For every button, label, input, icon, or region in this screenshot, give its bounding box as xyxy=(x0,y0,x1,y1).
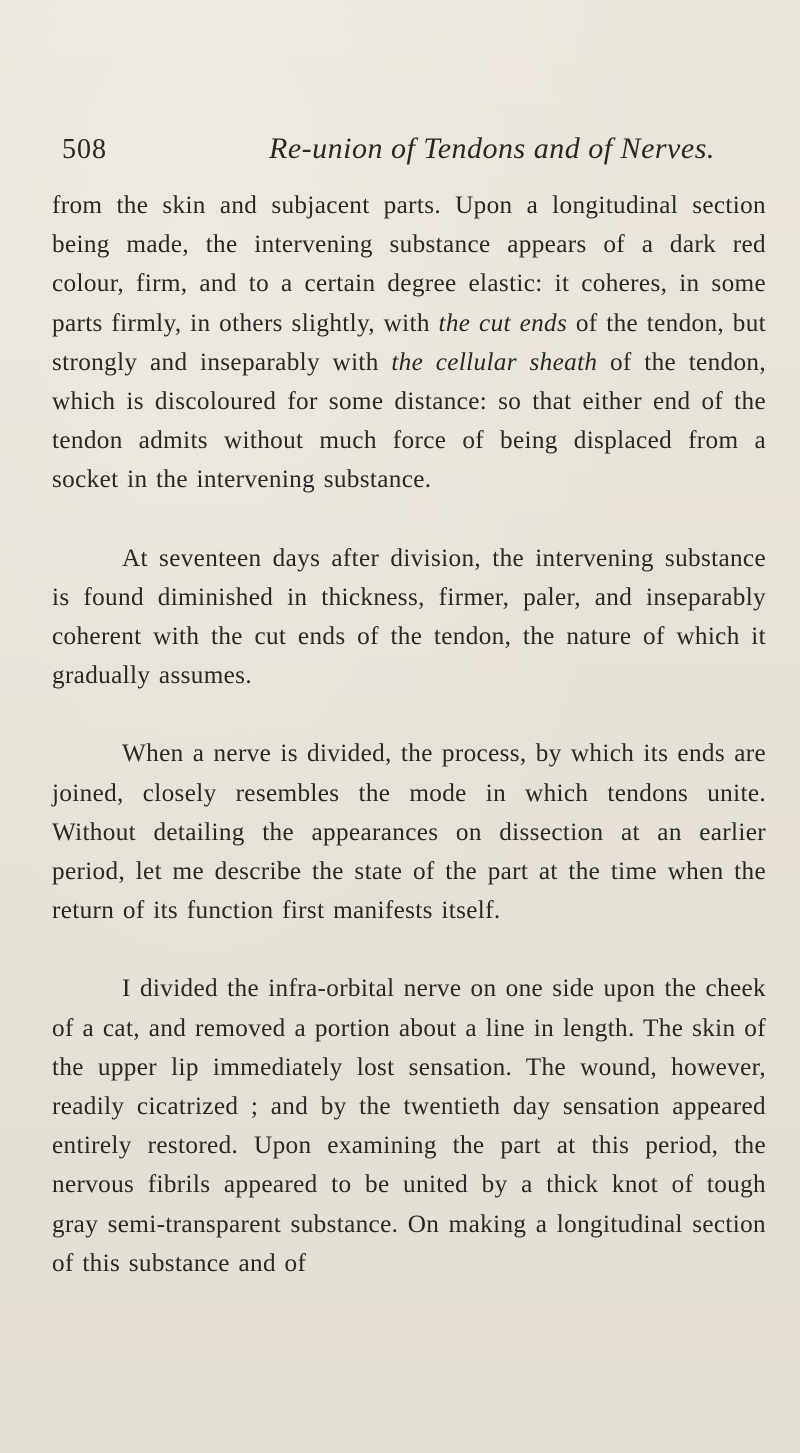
paragraph-1-text-a: from the skin and subjacent parts. Upon a longitudinal section being made, the intervening substance appears of a dark red colour, firm, and to a certain degree elastic: it coheres, in some parts firmly, in others slightly, with xyxy=(52,192,766,337)
running-title: Re-union of Tendons and of Nerves. xyxy=(269,132,715,165)
paragraph-1-text-b: of the tendon, but strongly and inseparably with xyxy=(52,309,766,376)
body-text xyxy=(52,186,766,1283)
paragraph-1 xyxy=(52,186,766,500)
italic-cut-ends: the cut ends xyxy=(438,309,568,337)
italic-cellular-sheath: the cellular sheath xyxy=(391,348,598,376)
page-number: 508 xyxy=(62,134,107,165)
paragraph-2: At seventeen days after division, the intervening substance is found diminished in thickness, firmer, paler, and inseparably coherent with the cut ends of the tendon, the nature of which it gradually assumes. xyxy=(52,544,766,690)
paragraph-1-text-c: of the tendon, which is discoloured for some distance: so that either end of the tendon admits without much force of being displaced from a socket in the intervening substance. xyxy=(52,348,766,494)
running-head xyxy=(52,132,766,166)
paragraph-3: When a nerve is divided, the process, by which its ends are joined, closely resembles the mode in which tendons unite. Without detailing the appearances on dissection at an earlier period, let me describe the state of the part at the time when the return of its function first manifests itself. xyxy=(52,740,766,925)
paragraph-4: I divided the infra-orbital nerve on one side upon the cheek of a cat, and removed a portion about a line in length. The skin of the upper lip immediately lost sensation. The wound, however, readily cicatrized ; and by the twentieth day sensation appeared entirely restored. Upon examining the part at this period, the nervous fibrils appeared to be united by a thick knot of tough gray semi-transparent substance. On making a longitudinal section of this substance and of xyxy=(52,975,766,1277)
